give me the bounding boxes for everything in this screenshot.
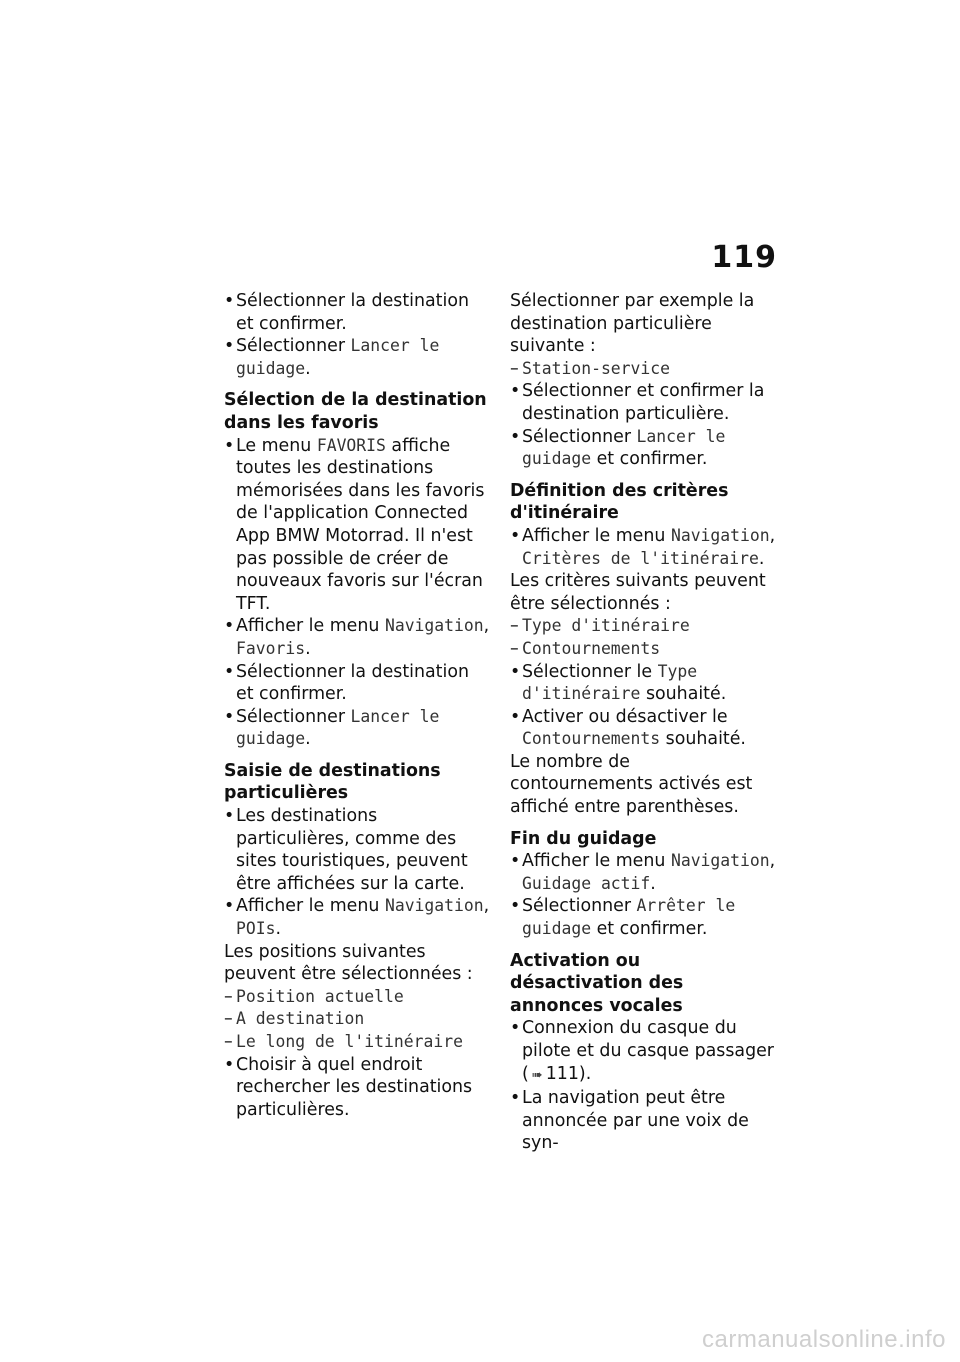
section-heading: Saisie de destinations particulières xyxy=(224,760,441,804)
dash-item: – A destination xyxy=(224,1008,492,1031)
dash-item: – Position actuelle xyxy=(224,986,492,1009)
list-item: • Les destinations particulières, comme des sites touristiques, peuvent être affichées sur la carte. xyxy=(224,805,492,895)
list-item: • Sélectionner et confirmer la destination particulière. xyxy=(510,380,778,425)
list-item: • La navigation peut être annoncée par une voix de syn- xyxy=(510,1087,778,1155)
dash-item: – Station-service xyxy=(510,358,778,381)
page-reference[interactable]: 111 xyxy=(545,1063,579,1084)
watermark: carmanualsonline.info xyxy=(702,1326,946,1353)
section-heading: Fin du guidage xyxy=(510,828,657,849)
section-heading: Sélection de la destination dans les favoris xyxy=(224,390,487,433)
list-item: • Activer ou désactiver le Contournements souhaité. xyxy=(510,706,778,751)
left-column xyxy=(224,290,492,1121)
right-column xyxy=(510,290,778,1155)
paragraph: Les positions suivantes peuvent être sélectionnées : xyxy=(224,941,473,985)
dash-item: – Type d'itinéraire xyxy=(510,615,778,638)
list-item: • Afficher le menu Navigation, POIs. xyxy=(224,895,492,940)
list-item: • Choisir à quel endroit rechercher les destinations particulières. xyxy=(224,1054,492,1122)
list-item: • Sélectionner le Type d'itinéraire souhaité. xyxy=(510,661,778,706)
list-item: • Sélectionner Lancer le guidage. xyxy=(224,335,492,380)
list-item: • Sélectionner Lancer le guidage. xyxy=(224,706,492,751)
list-item: • Sélectionner Lancer le guidage et confirmer. xyxy=(510,426,778,471)
list-item: • Sélectionner Arrêter le guidage et confirmer. xyxy=(510,895,778,940)
list-item: • Afficher le menu Navigation, Guidage actif. xyxy=(510,850,778,895)
paragraph: Les critères suivants peuvent être sélectionnés : xyxy=(510,571,766,614)
page-number: 119 xyxy=(711,240,777,275)
list-item: • Sélectionner la destination et confirmer. xyxy=(224,661,492,706)
list-item: • Connexion du casque du pilote et du casque passager ( ➠ 111). xyxy=(510,1017,778,1087)
list-item: • Afficher le menu Navigation, Favoris. xyxy=(224,615,492,660)
list-item: • Afficher le menu Navigation, Critères de l'itinéraire. xyxy=(510,525,778,570)
page-reference-arrow-icon: ➠ xyxy=(531,1067,543,1083)
dash-item: – Le long de l'itinéraire xyxy=(224,1031,492,1054)
dash-item: – Contournements xyxy=(510,638,778,661)
list-item: • Le menu FAVORIS affiche toutes les destinations mémorisées dans les favoris de l'application Connected App BMW Motorrad. Il n'est pas possible de créer de nouveaux favoris sur l'écran TFT. xyxy=(224,435,492,616)
section-heading: Définition des critères d'itinéraire xyxy=(510,480,729,524)
list-item: • Sélectionner la destination et confirmer. xyxy=(224,290,492,335)
section-heading: Activation ou désactivation des annonces vocales xyxy=(510,950,684,1016)
paragraph: Le nombre de contournements activés est affiché entre parenthèses. xyxy=(510,751,753,818)
paragraph: Sélectionner par exemple la destination particulière suivante : xyxy=(510,291,755,357)
